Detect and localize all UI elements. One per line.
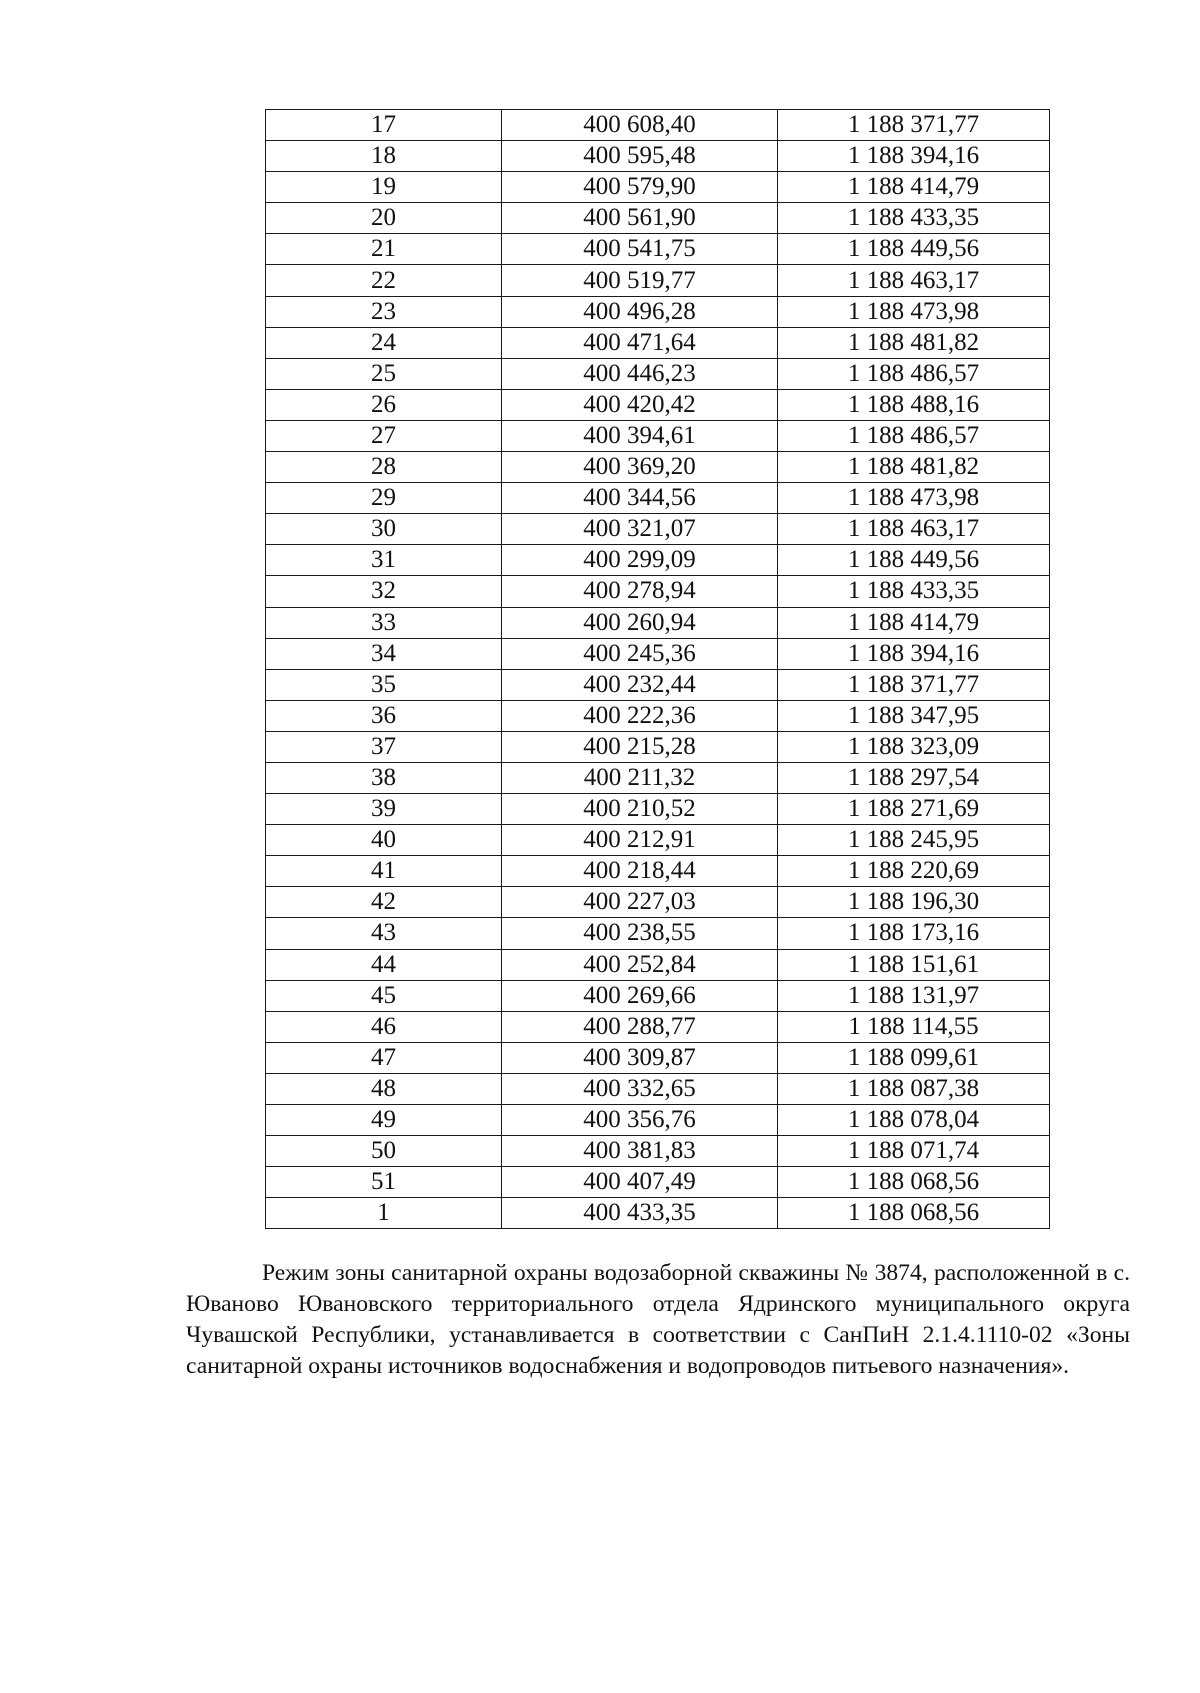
- point-number-cell: 49: [266, 1105, 502, 1136]
- point-number-cell: 20: [266, 203, 502, 234]
- y-coordinate-cell: 1 188 414,79: [778, 607, 1050, 638]
- point-number-cell: 28: [266, 452, 502, 483]
- x-coordinate-cell: 400 496,28: [502, 296, 778, 327]
- regime-paragraph-block: [186, 1258, 1130, 1382]
- y-coordinate-cell: 1 188 071,74: [778, 1136, 1050, 1167]
- table-row: [266, 110, 1050, 141]
- table-row: [266, 669, 1050, 700]
- point-number-cell: 21: [266, 234, 502, 265]
- y-coordinate-cell: 1 188 433,35: [778, 203, 1050, 234]
- table-row: [266, 234, 1050, 265]
- table-row: [266, 358, 1050, 389]
- table-row: [266, 825, 1050, 856]
- x-coordinate-cell: 400 260,94: [502, 607, 778, 638]
- table-row: [266, 545, 1050, 576]
- x-coordinate-cell: 400 608,40: [502, 110, 778, 141]
- table-row: [266, 918, 1050, 949]
- x-coordinate-cell: 400 381,83: [502, 1136, 778, 1167]
- y-coordinate-cell: 1 188 114,55: [778, 1011, 1050, 1042]
- y-coordinate-cell: 1 188 151,61: [778, 949, 1050, 980]
- point-number-cell: 51: [266, 1167, 502, 1198]
- point-number-cell: 18: [266, 141, 502, 172]
- y-coordinate-cell: 1 188 297,54: [778, 762, 1050, 793]
- y-coordinate-cell: 1 188 271,69: [778, 794, 1050, 825]
- point-number-cell: 34: [266, 638, 502, 669]
- x-coordinate-cell: 400 579,90: [502, 172, 778, 203]
- point-number-cell: 44: [266, 949, 502, 980]
- table-row: [266, 949, 1050, 980]
- table-row: [266, 296, 1050, 327]
- x-coordinate-cell: 400 446,23: [502, 358, 778, 389]
- table-row: [266, 1167, 1050, 1198]
- table-row: [266, 856, 1050, 887]
- point-number-cell: 45: [266, 980, 502, 1011]
- point-number-cell: 33: [266, 607, 502, 638]
- y-coordinate-cell: 1 188 347,95: [778, 700, 1050, 731]
- y-coordinate-cell: 1 188 173,16: [778, 918, 1050, 949]
- table-row: [266, 1042, 1050, 1073]
- point-number-cell: 48: [266, 1073, 502, 1104]
- x-coordinate-cell: 400 420,42: [502, 389, 778, 420]
- y-coordinate-cell: 1 188 068,56: [778, 1198, 1050, 1229]
- y-coordinate-cell: 1 188 473,98: [778, 483, 1050, 514]
- x-coordinate-cell: 400 471,64: [502, 327, 778, 358]
- table-row: [266, 576, 1050, 607]
- point-number-cell: 32: [266, 576, 502, 607]
- point-number-cell: 35: [266, 669, 502, 700]
- table-row: [266, 389, 1050, 420]
- table-row: [266, 327, 1050, 358]
- x-coordinate-cell: 400 299,09: [502, 545, 778, 576]
- y-coordinate-cell: 1 188 449,56: [778, 234, 1050, 265]
- point-number-cell: 47: [266, 1042, 502, 1073]
- table-row: [266, 203, 1050, 234]
- x-coordinate-cell: 400 211,32: [502, 762, 778, 793]
- table-row: [266, 1198, 1050, 1229]
- point-number-cell: 19: [266, 172, 502, 203]
- point-number-cell: 46: [266, 1011, 502, 1042]
- y-coordinate-cell: 1 188 196,30: [778, 887, 1050, 918]
- y-coordinate-cell: 1 188 449,56: [778, 545, 1050, 576]
- point-number-cell: 23: [266, 296, 502, 327]
- y-coordinate-cell: 1 188 486,57: [778, 420, 1050, 451]
- point-number-cell: 25: [266, 358, 502, 389]
- y-coordinate-cell: 1 188 220,69: [778, 856, 1050, 887]
- x-coordinate-cell: 400 252,84: [502, 949, 778, 980]
- y-coordinate-cell: 1 188 371,77: [778, 669, 1050, 700]
- x-coordinate-cell: 400 210,52: [502, 794, 778, 825]
- point-number-cell: 27: [266, 420, 502, 451]
- y-coordinate-cell: 1 188 394,16: [778, 141, 1050, 172]
- y-coordinate-cell: 1 188 371,77: [778, 110, 1050, 141]
- point-number-cell: 29: [266, 483, 502, 514]
- point-number-cell: 36: [266, 700, 502, 731]
- y-coordinate-cell: 1 188 488,16: [778, 389, 1050, 420]
- table-row: [266, 1136, 1050, 1167]
- x-coordinate-cell: 400 227,03: [502, 887, 778, 918]
- y-coordinate-cell: 1 188 463,17: [778, 514, 1050, 545]
- table-row: [266, 514, 1050, 545]
- x-coordinate-cell: 400 394,61: [502, 420, 778, 451]
- point-number-cell: 17: [266, 110, 502, 141]
- y-coordinate-cell: 1 188 131,97: [778, 980, 1050, 1011]
- x-coordinate-cell: 400 541,75: [502, 234, 778, 265]
- y-coordinate-cell: 1 188 394,16: [778, 638, 1050, 669]
- y-coordinate-cell: 1 188 245,95: [778, 825, 1050, 856]
- point-number-cell: 38: [266, 762, 502, 793]
- table-row: [266, 762, 1050, 793]
- y-coordinate-cell: 1 188 078,04: [778, 1105, 1050, 1136]
- x-coordinate-cell: 400 288,77: [502, 1011, 778, 1042]
- x-coordinate-cell: 400 561,90: [502, 203, 778, 234]
- point-number-cell: 41: [266, 856, 502, 887]
- y-coordinate-cell: 1 188 433,35: [778, 576, 1050, 607]
- point-number-cell: 30: [266, 514, 502, 545]
- y-coordinate-cell: 1 188 414,79: [778, 172, 1050, 203]
- x-coordinate-cell: 400 369,20: [502, 452, 778, 483]
- x-coordinate-cell: 400 321,07: [502, 514, 778, 545]
- x-coordinate-cell: 400 433,35: [502, 1198, 778, 1229]
- x-coordinate-cell: 400 238,55: [502, 918, 778, 949]
- point-number-cell: 39: [266, 794, 502, 825]
- point-number-cell: 24: [266, 327, 502, 358]
- x-coordinate-cell: 400 278,94: [502, 576, 778, 607]
- point-number-cell: 43: [266, 918, 502, 949]
- table-row: [266, 700, 1050, 731]
- point-number-cell: 50: [266, 1136, 502, 1167]
- coordinates-table: [265, 109, 1050, 1229]
- table-row: [266, 980, 1050, 1011]
- table-row: [266, 483, 1050, 514]
- table-row: [266, 452, 1050, 483]
- point-number-cell: 40: [266, 825, 502, 856]
- x-coordinate-cell: 400 232,44: [502, 669, 778, 700]
- x-coordinate-cell: 400 269,66: [502, 980, 778, 1011]
- x-coordinate-cell: 400 309,87: [502, 1042, 778, 1073]
- table-row: [266, 172, 1050, 203]
- point-number-cell: 26: [266, 389, 502, 420]
- x-coordinate-cell: 400 245,36: [502, 638, 778, 669]
- y-coordinate-cell: 1 188 473,98: [778, 296, 1050, 327]
- x-coordinate-cell: 400 215,28: [502, 731, 778, 762]
- table-row: [266, 141, 1050, 172]
- table-row: [266, 1073, 1050, 1104]
- table-row: [266, 420, 1050, 451]
- x-coordinate-cell: 400 595,48: [502, 141, 778, 172]
- table-row: [266, 1011, 1050, 1042]
- y-coordinate-cell: 1 188 486,57: [778, 358, 1050, 389]
- y-coordinate-cell: 1 188 481,82: [778, 452, 1050, 483]
- y-coordinate-cell: 1 188 323,09: [778, 731, 1050, 762]
- x-coordinate-cell: 400 212,91: [502, 825, 778, 856]
- point-number-cell: 37: [266, 731, 502, 762]
- x-coordinate-cell: 400 356,76: [502, 1105, 778, 1136]
- y-coordinate-cell: 1 188 463,17: [778, 265, 1050, 296]
- point-number-cell: 1: [266, 1198, 502, 1229]
- y-coordinate-cell: 1 188 087,38: [778, 1073, 1050, 1104]
- table-row: [266, 607, 1050, 638]
- table-row: [266, 731, 1050, 762]
- table-row: [266, 638, 1050, 669]
- x-coordinate-cell: 400 218,44: [502, 856, 778, 887]
- table-row: [266, 887, 1050, 918]
- x-coordinate-cell: 400 407,49: [502, 1167, 778, 1198]
- table-row: [266, 265, 1050, 296]
- table-row: [266, 1105, 1050, 1136]
- x-coordinate-cell: 400 332,65: [502, 1073, 778, 1104]
- point-number-cell: 42: [266, 887, 502, 918]
- y-coordinate-cell: 1 188 068,56: [778, 1167, 1050, 1198]
- point-number-cell: 31: [266, 545, 502, 576]
- point-number-cell: 22: [266, 265, 502, 296]
- y-coordinate-cell: 1 188 099,61: [778, 1042, 1050, 1073]
- y-coordinate-cell: 1 188 481,82: [778, 327, 1050, 358]
- x-coordinate-cell: 400 222,36: [502, 700, 778, 731]
- regime-paragraph: Режим зоны санитарной охраны водозаборной скважины № 3874, расположенной в с. Юваново Ювановского территориального отдела Ядринского муниципального округа Чувашской Республики, устанавливается в соответствии с СанПиН 2.1.4.1110-02 «Зоны санитарной охраны источников водоснабжения и водопроводов питьевого назначения».: [186, 1260, 1130, 1379]
- x-coordinate-cell: 400 344,56: [502, 483, 778, 514]
- x-coordinate-cell: 400 519,77: [502, 265, 778, 296]
- coordinates-table-body: [266, 110, 1050, 1229]
- table-row: [266, 794, 1050, 825]
